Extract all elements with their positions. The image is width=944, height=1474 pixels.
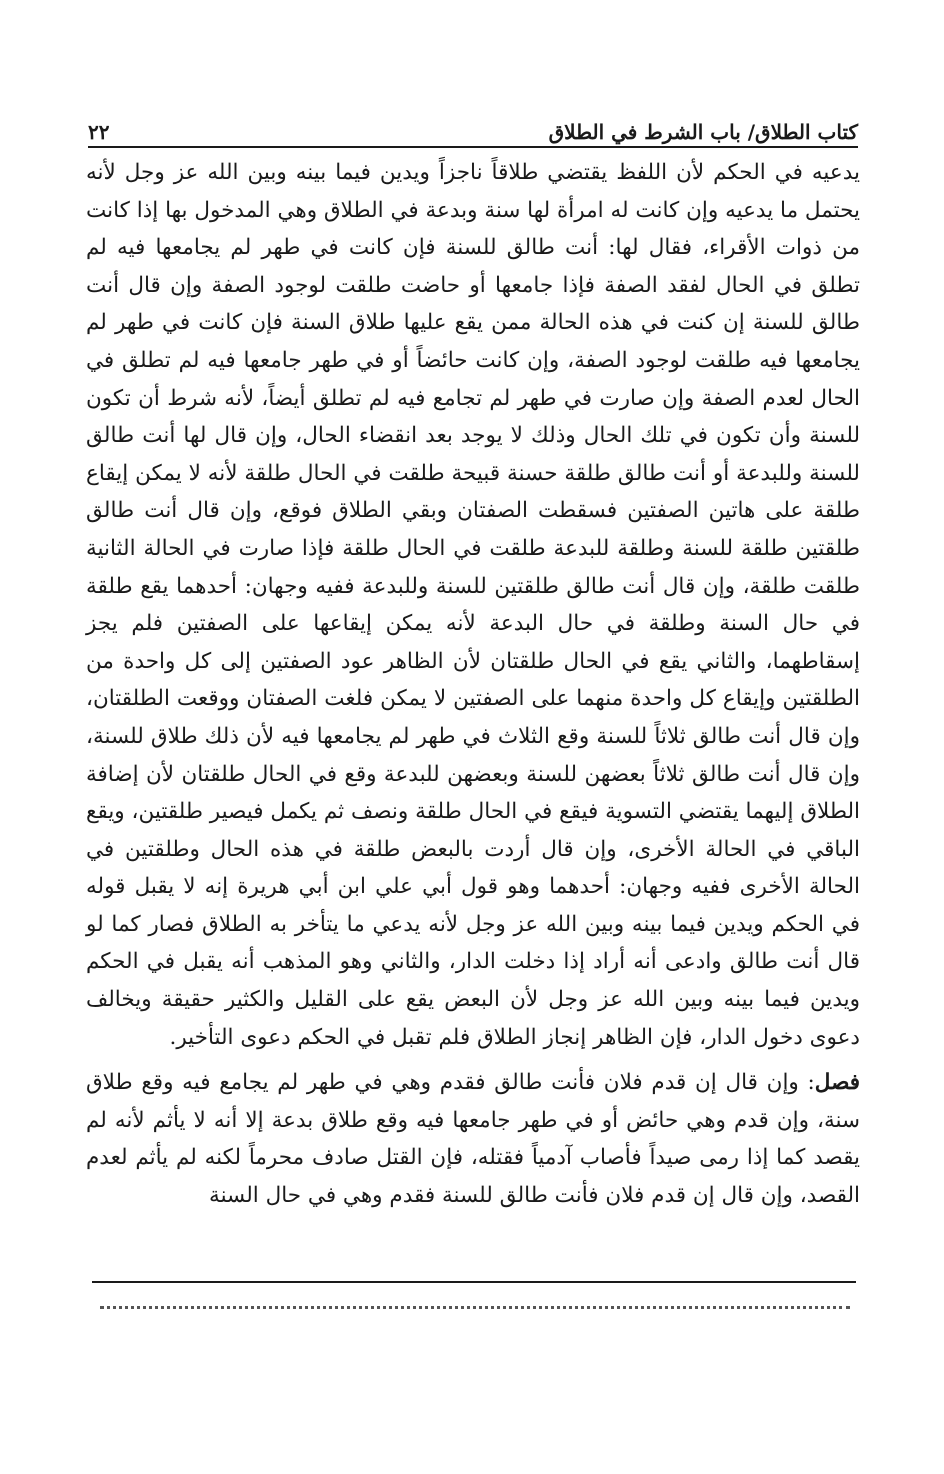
fasl-heading: فصل [814, 1070, 860, 1096]
paragraph-2-text: : وإن قال إن قدم فلان فأنت طالق فقدم وهي في طهر لم يجامع فيه وقع طلاق سنة، وإن قدم وهي حائض أو في طهر جامعها فيه وقع طلاق بدعة إلا أنه لا يأثم لأنه لم يقصد كما إذا رمى صيداً فأصاب آدمياً فقتله، فإن القتل صادف محرماً لكنه لم يأثم لعدم القصد، وإن قال إن قدم فلان فأنت طالق للسنة فقدم وهي في حال السنة [86, 1070, 860, 1209]
page-header [88, 104, 858, 144]
footnote-rule [92, 1281, 856, 1283]
running-title: كتاب الطلاق/ باب الشرط في الطلاق [548, 120, 858, 144]
page-number: ٢٢ [88, 120, 110, 144]
header-rule [88, 146, 858, 148]
paragraph-1: يدعيه في الحكم لأن اللفظ يقتضي طلاقاً ناجزاً ويدين فيما بينه وبين الله عز وجل لأنه يحتمل ما يدعيه وإن كانت له امرأة لها سنة وبدعة في الطلاق وهي المدخول بها إذا كانت من ذوات الأقراء، فقال لها: أنت طالق للسنة فإن كانت في طهر لم يجامعها فيه لم تطلق في الحال لفقد الصفة فإذا جامعها أو حاضت طلقت لوجود الصفة وإن قال أنت طالق للسنة إن كنت في هذه الحالة ممن يقع عليها طلاق السنة فإن كانت في طهر لم يجامعها فيه طلقت لوجود الصفة، وإن كانت حائضاً أو في طهر جامعها فيه لم تطلق في الحال لعدم الصفة وإن صارت في طهر لم تجامع فيه لم تطلق أيضاً، لأنه شرط أن تكون للسنة وأن تكون في تلك الحال وذلك لا يوجد بعد انقضاء الحال، وإن قال لها أنت طالق للسنة وللبدعة أو أنت طالق طلقة حسنة قبيحة طلقت في الحال طلقة لأنه لا يمكن إيقاع طلقة على هاتين الصفتين فسقطت الصفتان وبقي الطلاق فوقع، وإن قال أنت طالق طلقتين طلقة للسنة وطلقة للبدعة طلقت في الحال طلقة فإذا صارت في الحالة الثانية طلقت طلقة، وإن قال أنت طالق طلقتين للسنة وللبدعة ففيه وجهان: أحدهما يقع طلقة في حال السنة وطلقة في حال البدعة لأنه يمكن إيقاعها على الصفتين فلم يجز إسقاطهما، والثاني يقع في الحال طلقتان لأن الظاهر عود الصفتين إلى كل واحدة من الطلقتين وإيقاع كل واحدة منهما على الصفتين لا يمكن فلغت الصفتان ووقعت الطلقتان، وإن قال أنت طالق ثلاثاً للسنة وقع الثلاث في طهر لم يجامعها فيه لأن ذلك طلاق للسنة، وإن قال أنت طالق ثلاثاً بعضهن للسنة وبعضهن للبدعة وقع في الحال طلقتان لأن إضافة الطلاق إليهما يقتضي التسوية فيقع في الحال طلقة ونصف ثم يكمل فيصير طلقتين، ويقع الباقي في الحالة الأخرى، وإن قال أردت بالبعض طلقة في هذه الحال وطلقتين في الحالة الأخرى ففيه وجهان: أحدهما وهو قول أبي علي ابن أبي هريرة إنه لا يقبل قوله في الحكم ويدين فيما بينه وبين الله عز وجل لأنه يدعي ما يتأخر به الطلاق فصار كما لو قال أنت طالق وادعى أنه أراد إذا دخلت الدار، والثاني وهو المذهب أنه يقبل في الحكم ويدين فيما بينه وبين الله عز وجل لأن البعض يقع على القليل والكثير حقيقة ويخالف دعوى دخول الدار، فإن الظاهر إنجاز الطلاق فلم تقبل في الحكم دعوى التأخير. [86, 160, 860, 1050]
paragraph-2 [86, 1064, 860, 1214]
footnote-dotted-line [100, 1306, 850, 1325]
main-text [86, 154, 860, 1215]
